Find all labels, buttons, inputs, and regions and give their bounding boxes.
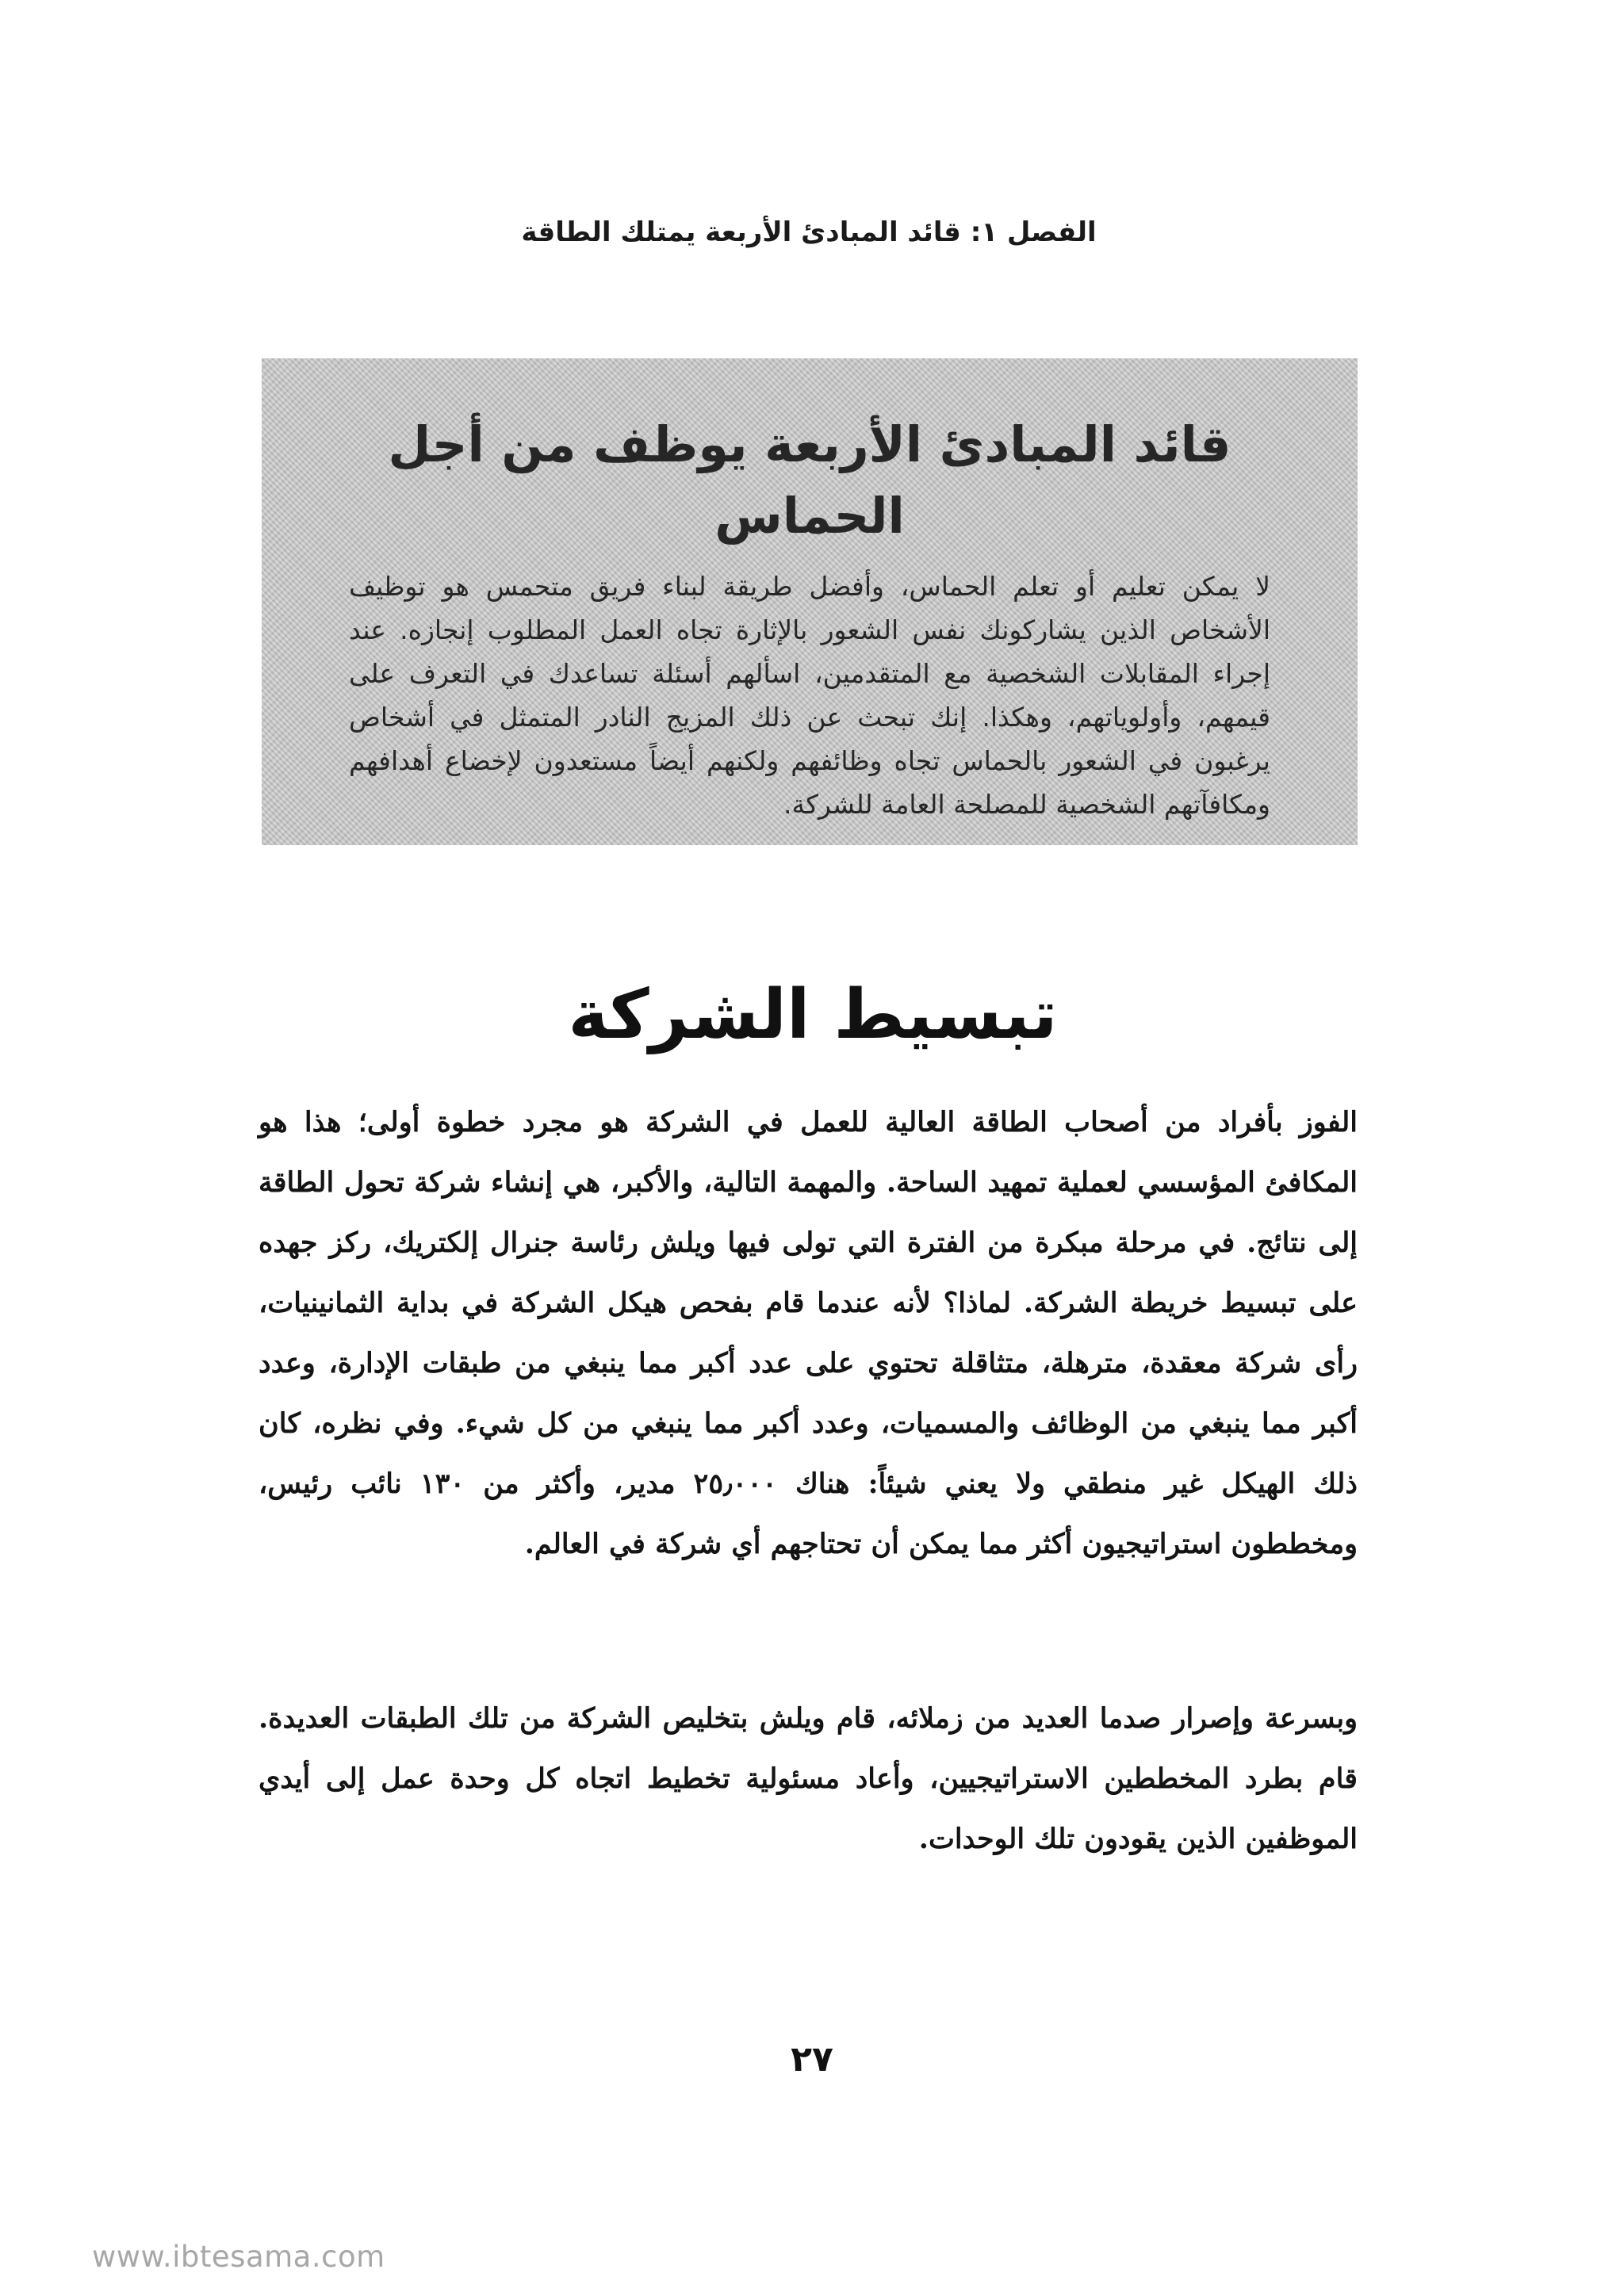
body-paragraph-2: وبسرعة وإصرار صدما العديد من زملائه، قام ويلش بتخليص الشركة من تلك الطبقات العديدة. قام بطرد المخططين الاستراتيجيين، وأعاد مسئولية تخطيط اتجاه كل وحدة عمل إلى أيدي الموظفين الذين يقودون تلك الوحدات. [259,1702,1358,1855]
box-body-text: لا يمكن تعليم أو تعلم الحماس، وأفضل طريقة لبناء فريق متحمس هو توظيف الأشخاص الذين يشاركونك نفس الشعور بالإثارة تجاه العمل المطلوب إنجازه. عند إجراء المقابلات الشخصية مع المتقدمين، اسألهم أسئلة تساعدك في التعرف على قيمهم، وأولوياتهم، وهكذا. إنك تبحث عن ذلك المزيج النادر المتمثل في أشخاص يرغبون في الشعور بالحماس تجاه وظائفهم ولكنهم أيضاً مستعدون لإخضاع أهدافهم ومكافآتهم الشخصية للمصلحة العامة للشركة. [349,571,1270,820]
site-watermark: www.ibtesama.com [92,2240,385,2274]
page-number: ٢٧ [791,2039,833,2080]
highlight-box [262,358,1358,845]
section-title: تبسيط الشركة [568,975,1058,1054]
chapter-header: الفصل ١: قائد المبادئ الأربعة يمتلك الطاقة [521,216,1097,248]
box-title: قائد المبادئ الأربعة يوظف من أجل الحماس [388,415,1231,545]
body-paragraph-1: الفوز بأفراد من أصحاب الطاقة العالية للعمل في الشركة هو مجرد خطوة أولى؛ هذا هو المكافئ المؤسسي لعملية تمهيد الساحة. والمهمة التالية، والأكبر، هي إنشاء شركة تحول الطاقة إلى نتائج. في مرحلة مبكرة من الفترة التي تولى فيها ويلش رئاسة جنرال إلكتريك، ركز جهده على تبسيط خريطة الشركة. لماذا؟ لأنه عندما قام بفحص هيكل الشركة في بداية الثمانينيات، رأى شركة معقدة، مترهلة، متثاقلة تحتوي على عدد أكبر مما ينبغي من طبقات الإدارة، وعدد أكبر مما ينبغي من الوظائف والمسميات، وعدد أكبر مما ينبغي من كل شيء. وفي نظره، كان ذلك الهيكل غير منطقي ولا يعني شيئاً: هناك ٢٥٫٠٠٠ مدير، وأكثر من ١٣٠ نائب رئيس، ومخططون استراتيجيون أكثر مما يمكن أن تحتاجهم أي شركة في العالم. [259,1106,1358,1560]
